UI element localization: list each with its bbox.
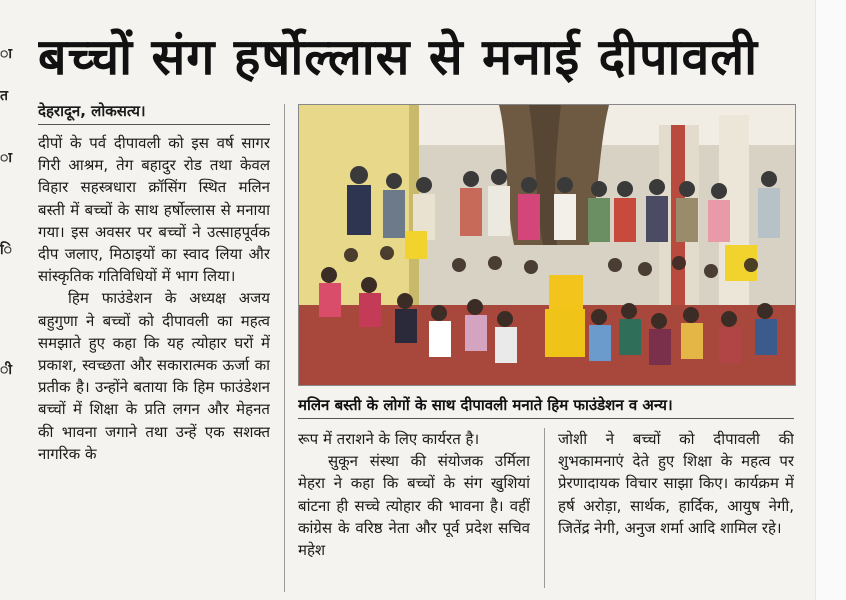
column-divider: [284, 104, 285, 592]
article-photo: [298, 104, 796, 386]
adjacent-article-edge: ा त ा ि ी: [0, 46, 12, 378]
column-1-paragraph-1: दीपों के पर्व दीपावली को इस वर्ष सागर गिरी आश्रम, तेग बहादुर रोड तथा केवल विहार सहस्त्रधारा क्रॉसिंग स्थित मलिन बस्ती में बच्चों के साथ हर्षोल्लास से मनाया गया। इस अवसर पर बच्चों ने उत्साहपूर्वक दीप जलाए, मिठाइयों का स्वाद लिया और सांस्कृतिक गतिविधियों में भाग लिया।: [38, 134, 270, 286]
photo-caption: मलिन बस्ती के लोगों के साथ दीपावली मनाते हिम फाउंडेशन व अन्य।: [298, 392, 794, 419]
article-headline: बच्चों संग हर्षोल्लास से मनाई दीपावली: [38, 28, 759, 86]
article-column-1: [38, 132, 270, 592]
column-1-paragraph-2: हिम फाउंडेशन के अध्यक्ष अजय बहुगुणा ने बच्चों को दीपावली का महत्व समझाते हुए कहा कि यह त्योहार घरों में प्रकाश, स्वच्छता और सकारात्मक ऊर्जा का प्रतीक है। उन्होंने बताया कि हिम फाउंडेशन बच्चों में शिक्षा के प्रति लगन और मेहनत की भावना जगाने तथा उन्हें एक सशक्त नागरिक के: [38, 289, 270, 463]
column-2-paragraph-2: सुकून संस्था की संयोजक उर्मिला मेहरा ने कहा कि बच्चों के संग खुशियां बांटना ही सच्चे त्योहार की भावना है। वहीं कांग्रेस के वरिष्ठ नेता और पूर्व प्रदेश सचिव महेश: [298, 452, 530, 560]
column-divider: [544, 428, 545, 588]
column-3-paragraph-1: जोशी ने बच्चों को दीपावली की शुभकामनाएं देते हुए शिक्षा के महत्व पर प्रेरणादायक विचार साझा किए। कार्यक्रम में हर्ष अरोड़ा, सार्थक, हार्दिक, आयुष नेगी, जितेंद्र नेगी, अनुज शर्मा आदि शामिल रहे।: [558, 430, 794, 537]
photo-illustration: [299, 105, 795, 385]
column-2-paragraph-1: रूप में तराशने के लिए कार्यरत है।: [298, 430, 480, 448]
article-column-2: [298, 428, 530, 588]
page-margin: [815, 0, 846, 600]
article-column-3: [558, 428, 794, 588]
article-dateline: देहरादून, लोकसत्य।: [38, 100, 270, 125]
